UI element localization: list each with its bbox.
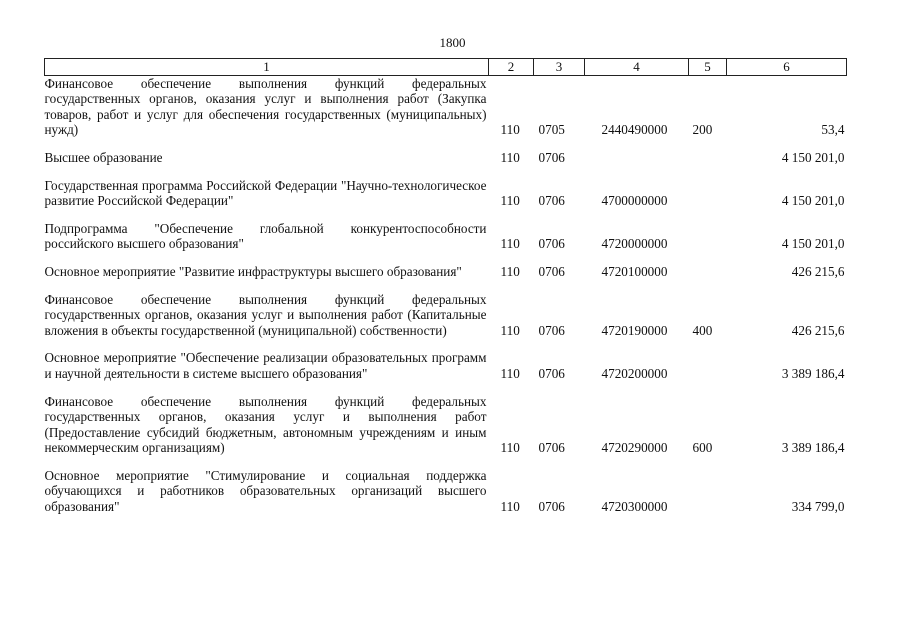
table-body <box>45 75 847 515</box>
expense-type-code <box>689 468 727 515</box>
amount: 426 215,6 <box>791 263 845 279</box>
expense-type-code: 400 <box>692 322 713 338</box>
ministry-code: 110 <box>500 263 520 279</box>
item-name: Основное мероприятие "Развитие инфраструктуры высшего образования" <box>44 263 462 279</box>
target-article-code: 4720000000 <box>601 236 668 252</box>
ministry-code: 110 <box>500 499 520 515</box>
amount: 4 150 201,0 <box>781 236 845 252</box>
row-spacer-cell <box>45 138 847 150</box>
target-article-code: 4720300000 <box>601 499 668 515</box>
amount: 334 799,0 <box>791 499 845 515</box>
header-col-4: 4 <box>585 59 689 76</box>
expense-type-code <box>689 178 727 209</box>
expense-type-code <box>689 221 727 252</box>
row-spacer <box>45 456 847 468</box>
row-spacer-cell <box>45 338 847 350</box>
row-spacer <box>45 166 847 178</box>
ministry-code: 110 <box>500 149 520 165</box>
table-row <box>45 264 847 280</box>
row-spacer-cell <box>45 166 847 178</box>
row-spacer <box>45 138 847 150</box>
section-code: 0706 <box>538 322 565 338</box>
expense-type-code <box>689 264 727 280</box>
row-spacer-cell <box>45 456 847 468</box>
table-row <box>45 468 847 515</box>
item-name: Финансовое обеспечение выполнения функций федеральных государственных органов, оказания услуг и выполнения работ (Капитальные вложения в объекты государственной (муниципальной) собственности) <box>44 291 487 338</box>
table-row <box>45 150 847 166</box>
target-article-code: 4720190000 <box>601 322 668 338</box>
target-article-code: 4720100000 <box>601 263 668 279</box>
item-name: Подпрограмма "Обеспечение глобальной конкурентоспособности российского высшего образования" <box>44 220 487 252</box>
row-spacer <box>45 338 847 350</box>
section-code: 0705 <box>538 122 565 138</box>
expense-type-code: 600 <box>692 440 713 456</box>
row-spacer-cell <box>45 209 847 221</box>
expense-type-code <box>689 150 727 166</box>
row-spacer <box>45 382 847 394</box>
amount: 3 389 186,4 <box>781 365 845 381</box>
item-name: Финансовое обеспечение выполнения функций федеральных государственных органов, оказания услуг и выполнения работ (Предоставление субсидий бюджетным, автономным учреждениям и иным некоммерческим организациям) <box>44 393 487 456</box>
item-name: Государственная программа Российской Федерации "Научно-технологическое развитие Российской Федерации" <box>44 177 487 209</box>
table-row <box>45 75 847 138</box>
page-number: 1800 <box>439 35 466 50</box>
section-code: 0706 <box>538 193 565 209</box>
header-col-2: 2 <box>489 59 534 76</box>
ministry-code: 110 <box>500 440 520 456</box>
amount: 4 150 201,0 <box>781 149 845 165</box>
row-spacer <box>45 280 847 292</box>
table-header <box>45 59 847 76</box>
target-article-code <box>585 150 689 166</box>
amount: 426 215,6 <box>791 322 845 338</box>
section-code: 0706 <box>538 499 565 515</box>
target-article-code: 4720290000 <box>601 440 668 456</box>
target-article-code: 4720200000 <box>601 365 668 381</box>
table-row <box>45 394 847 456</box>
row-spacer <box>45 252 847 264</box>
row-spacer-cell <box>45 382 847 394</box>
table-row <box>45 292 847 339</box>
target-article-code: 2440490000 <box>601 122 668 138</box>
row-spacer <box>45 209 847 221</box>
item-name: Основное мероприятие "Обеспечение реализации образовательных программ и научной деятельности в системе высшего образования" <box>44 350 487 381</box>
header-col-6: 6 <box>727 59 847 76</box>
ministry-code: 110 <box>500 236 520 252</box>
item-name: Основное мероприятие "Стимулирование и социальная поддержка обучающихся и работников образовательных организаций высшего образования" <box>44 467 487 515</box>
table-row <box>45 178 847 209</box>
amount: 4 150 201,0 <box>781 193 845 209</box>
section-code: 0706 <box>538 149 565 165</box>
expense-type-code: 200 <box>692 122 713 138</box>
ministry-code: 110 <box>500 322 520 338</box>
section-code: 0706 <box>538 236 565 252</box>
header-col-1: 1 <box>45 59 489 76</box>
ministry-code: 110 <box>500 365 520 381</box>
table-row <box>45 350 847 381</box>
amount: 3 389 186,4 <box>781 440 845 456</box>
table-row <box>45 221 847 252</box>
budget-table <box>44 58 847 515</box>
section-code: 0706 <box>538 365 565 381</box>
section-code: 0706 <box>538 263 565 279</box>
section-code: 0706 <box>538 440 565 456</box>
header-row <box>45 59 847 76</box>
item-name: Финансовое обеспечение выполнения функций федеральных государственных органов, оказания услуг и выполнения работ (Закупка товаров, работ и услуг для обеспечения государственных (муниципальных) нужд) <box>44 75 487 138</box>
ministry-code: 110 <box>500 122 520 138</box>
header-col-3: 3 <box>534 59 585 76</box>
header-col-5: 5 <box>689 59 727 76</box>
ministry-code: 110 <box>500 193 520 209</box>
row-spacer-cell <box>45 280 847 292</box>
target-article-code: 4700000000 <box>601 193 668 209</box>
amount: 53,4 <box>821 122 845 138</box>
item-name: Высшее образование <box>44 149 163 165</box>
expense-type-code <box>689 350 727 381</box>
row-spacer-cell <box>45 252 847 264</box>
